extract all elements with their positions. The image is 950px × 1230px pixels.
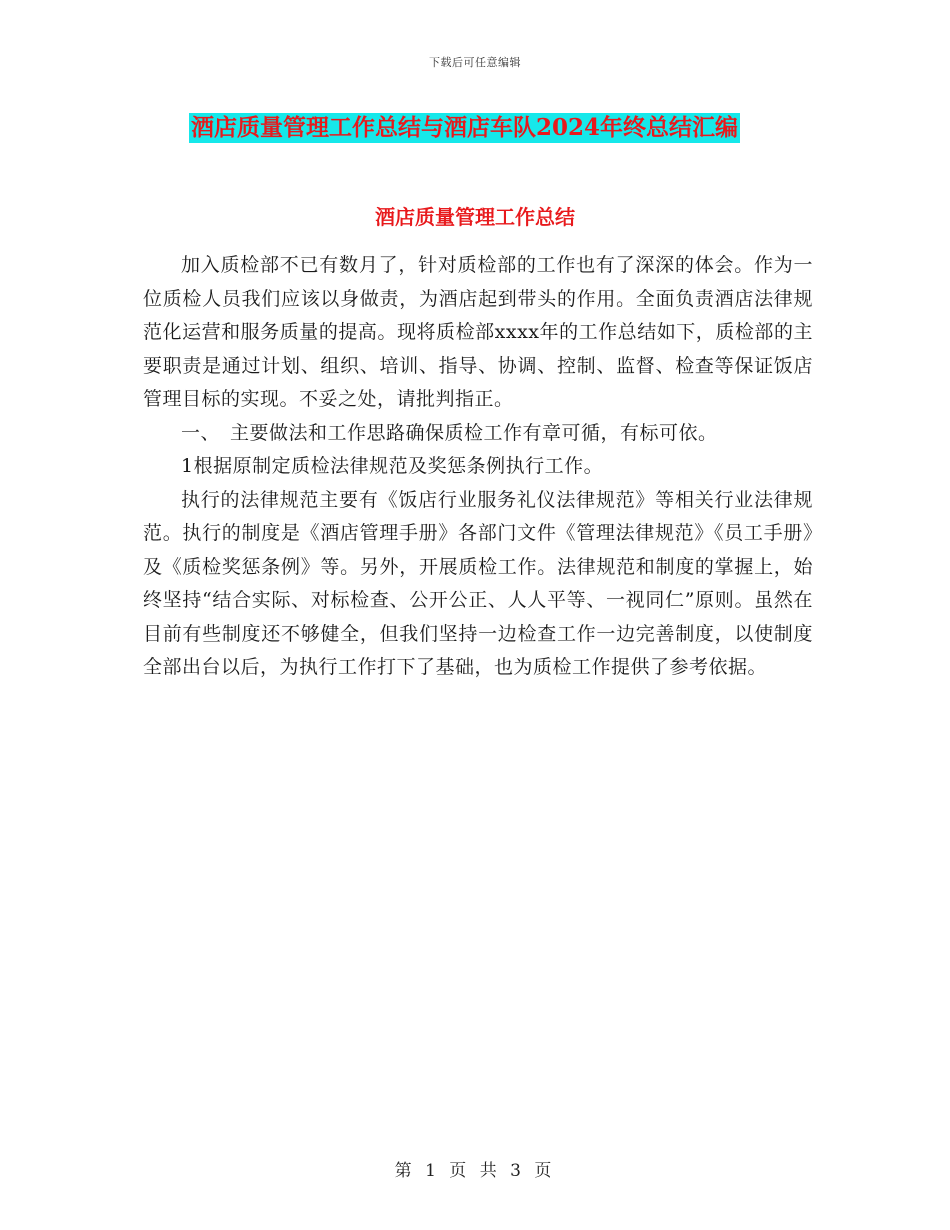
paragraph-heading-one: 一、 主要做法和工作思路确保质检工作有章可循，有标可依。 [181,421,718,444]
header-note: 下载后可任意编辑 [429,56,521,69]
paragraph-item-one: 1根据原制定质检法律规范及奖惩条例执行工作。 [181,455,604,477]
paragraph-regulations: 执行的法律规范主要有《饭店行业服务礼仪法律规范》等相关行业法律规范。执行的制度是《酒店管理手册》各部门文件《管理法律规范》《员工手册》及《质检奖惩条例》等。另外，开展质检工作。法律规范和制度的掌握上，始终坚持“结合实际、对标检查、公开公正、人人平等、一视同仁”原则。虽然在目前有些制度还不够健全，但我们坚持一边检查工作一边完善制度，以使制度全部出台以后，为执行工作打下了基础，也为质检工作提供了参考依据。 [143,488,813,678]
section-title: 酒店质量管理工作总结 [375,205,575,229]
document-title: 酒店质量管理工作总结与酒店车队2024年终总结汇编 [191,114,739,141]
document-body [143,249,813,685]
paragraph-intro: 加入质检部不已有数月了，针对质检部的工作也有了深深的体会。作为一位质检人员我们应该以身做责，为酒店起到带头的作用。全面负责酒店法律规范化运营和服务质量的提高。现将质检部xxxx年的工作总结如下，质检部的主要职责是通过计划、组织、培训、指导、协调、控制、监督、检查等保证饭店管理目标的实现。不妥之处，请批判指正。 [143,254,813,410]
page-number: 第 1 页 共 3 页 [394,1161,556,1181]
